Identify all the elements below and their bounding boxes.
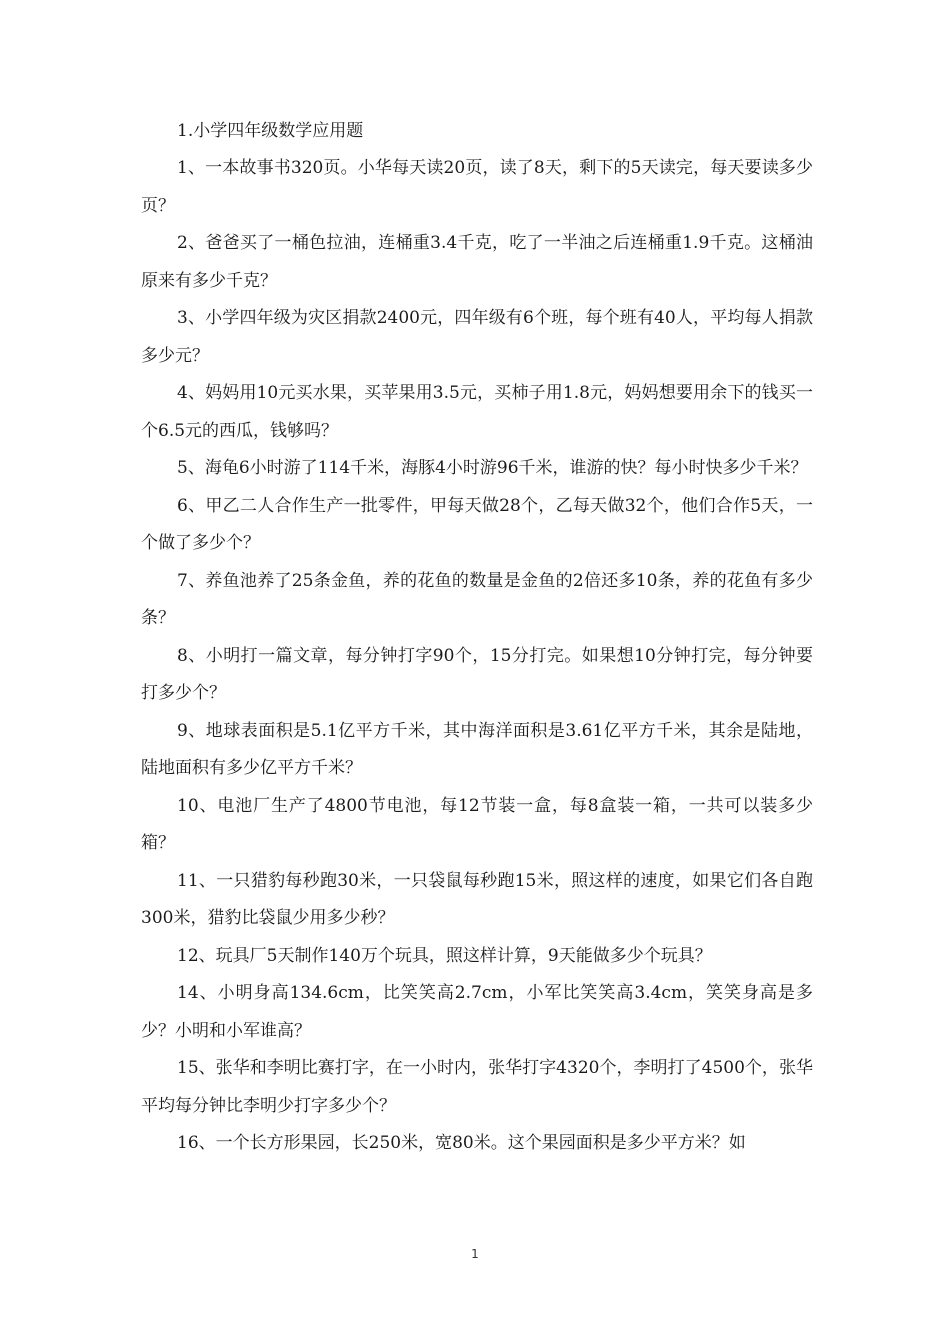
question-10: 10、电池厂生产了4800节电池，每12节装一盒，每8盒装一箱，一共可以装多少箱？ bbox=[141, 795, 813, 853]
question-5: 5、海龟6小时游了114千米，海豚4小时游96千米，谁游的快？每小时快多少千米？ bbox=[177, 458, 808, 478]
question-9: 9、地球表面积是5.1亿平方千米，其中海洋面积是3.61亿平方千米，其余是陆地，陆地面积有多少亿平方千米？ bbox=[141, 720, 813, 778]
question-1: 1、一本故事书320页。小华每天读20页，读了8天，剩下的5天读完，每天要读多少页？ bbox=[141, 158, 813, 216]
question-8: 8、小明打一篇文章，每分钟打字90个，15分打完。如果想10分钟打完，每分钟要打多少个？ bbox=[141, 645, 813, 703]
page-number: 1 bbox=[471, 1247, 479, 1261]
question-15: 15、张华和李明比赛打字，在一小时内，张华打字4320个，李明打了4500个，张华平均每分钟比李明少打字多少个？ bbox=[141, 1058, 813, 1116]
document-title: 1.小学四年级数学应用题 bbox=[177, 121, 364, 141]
question-4: 4、妈妈用10元买水果，买苹果用3.5元，买柿子用1.8元，妈妈想要用余下的钱买一个6.5元的西瓜，钱够吗？ bbox=[141, 383, 813, 441]
question-11: 11、一只猎豹每秒跑30米，一只袋鼠每秒跑15米，照这样的速度，如果它们各自跑300米，猎豹比袋鼠少用多少秒？ bbox=[141, 870, 813, 928]
question-12: 12、玩具厂5天制作140万个玩具，照这样计算，9天能做多少个玩具？ bbox=[177, 945, 712, 966]
question-14: 14、小明身高134.6cm，比笑笑高2.7cm，小军比笑笑高3.4cm，笑笑身高是多少？小明和小军谁高？ bbox=[141, 983, 813, 1041]
question-6: 6、甲乙二人合作生产一批零件，甲每天做28个，乙每天做32个，他们合作5天，一个做了多少个？ bbox=[141, 495, 813, 553]
question-16: 16、一个长方形果园，长250米，宽80米。这个果园面积是多少平方米？如 bbox=[177, 1133, 746, 1153]
question-2: 2、爸爸买了一桶色拉油，连桶重3.4千克，吃了一半油之后连桶重1.9千克。这桶油原来有多少千克？ bbox=[141, 233, 813, 291]
question-3: 3、小学四年级为灾区捐款2400元，四年级有6个班，每个班有40人，平均每人捐款多少元？ bbox=[141, 308, 813, 366]
question-7: 7、养鱼池养了25条金鱼，养的花鱼的数量是金鱼的2倍还多10条，养的花鱼有多少条？ bbox=[141, 570, 813, 628]
document-body bbox=[141, 113, 813, 1163]
